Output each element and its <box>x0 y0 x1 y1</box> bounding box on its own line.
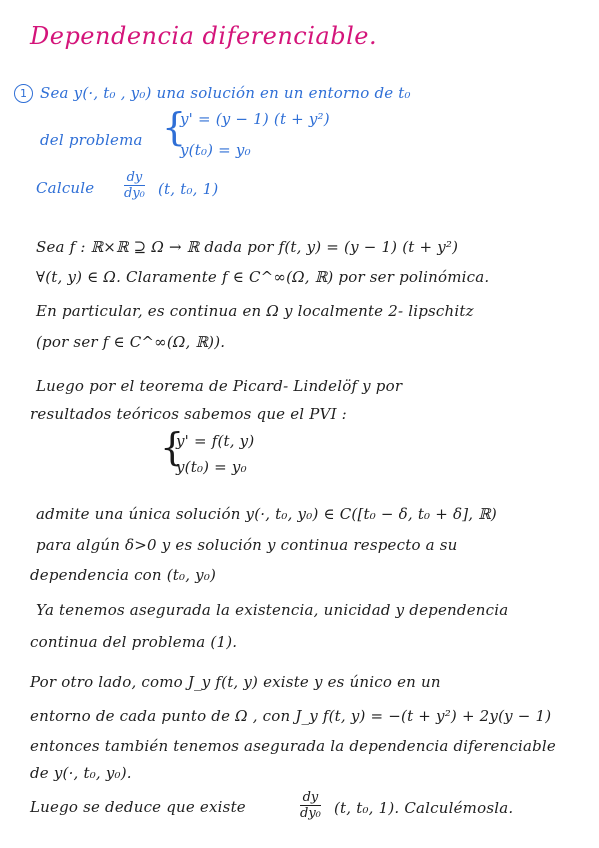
derivative-numerator: dy <box>124 170 145 186</box>
body-line-12: Por otro lado, como J_y f(t, y) existe y es único en un <box>30 673 441 691</box>
body-line-6: resultados teóricos sabemos que el PVI : <box>30 405 347 423</box>
body-line-14: entonces también tenemos asegurada la dependencia diferenciable <box>30 737 556 755</box>
body-line-8: para algún δ>0 y es solución y continua respecto a su <box>36 536 458 554</box>
exercise-system-brace: { <box>162 105 187 149</box>
body-line-16-pre: Luego se deduce que existe <box>30 798 246 816</box>
body-line-7: admite una única solución y(·, t₀, y₀) ∈ C([t₀ − δ, t₀ + δ], ℝ) <box>36 505 497 523</box>
body-line-3: En particular, es continua en Ω y localmente 2- lipschitz <box>36 302 474 320</box>
derivative-fraction <box>124 170 145 201</box>
final-derivative-numerator: dy <box>300 790 321 806</box>
pvi-brace: { <box>160 425 185 469</box>
exercise-system-eq2: y(t₀) = y₀ <box>180 141 251 159</box>
pvi-eq1: y' = f(t, y) <box>176 432 255 450</box>
page-title: Dependencia diferenciable. <box>30 22 378 50</box>
final-derivative-fraction <box>300 790 321 821</box>
body-line-15: de y(·, t₀, y₀). <box>30 764 132 782</box>
derivative-args: (t, t₀, 1) <box>158 180 219 198</box>
exercise-line-2-label: del problema <box>40 131 143 149</box>
derivative-denominator: dy₀ <box>124 186 145 201</box>
calculate-label: Calcule <box>36 179 95 197</box>
body-line-1: Sea f : ℝ×ℝ ⊇ Ω → ℝ dada por f(t, y) = (y − 1) (t + y²) <box>36 238 459 256</box>
exercise-number-badge: 1 <box>14 84 33 103</box>
exercise-system-eq1: y' = (y − 1) (t + y²) <box>180 110 330 128</box>
body-line-2: ∀(t, y) ∈ Ω. Claramente f ∈ C^∞(Ω, ℝ) por ser polinómica. <box>36 268 490 286</box>
body-line-11: continua del problema (1). <box>30 633 238 651</box>
exercise-line-1: Sea y(·, t₀ , y₀) una solución en un entorno de t₀ <box>40 84 411 102</box>
pvi-eq2: y(t₀) = y₀ <box>176 458 247 476</box>
body-line-13: entorno de cada punto de Ω , con J_y f(t, y) = −(t + y²) + 2y(y − 1) <box>30 707 552 725</box>
body-line-5: Luego por el teorema de Picard- Lindelöf y por <box>36 377 403 395</box>
final-derivative-denominator: dy₀ <box>300 806 321 821</box>
body-line-4: (por ser f ∈ C^∞(Ω, ℝ)). <box>36 333 226 351</box>
body-line-9: dependencia con (t₀, y₀) <box>30 566 217 584</box>
body-line-10: Ya tenemos asegurada la existencia, unicidad y dependencia <box>36 601 509 619</box>
body-line-16-post: (t, t₀, 1). Calculémosla. <box>334 799 514 817</box>
